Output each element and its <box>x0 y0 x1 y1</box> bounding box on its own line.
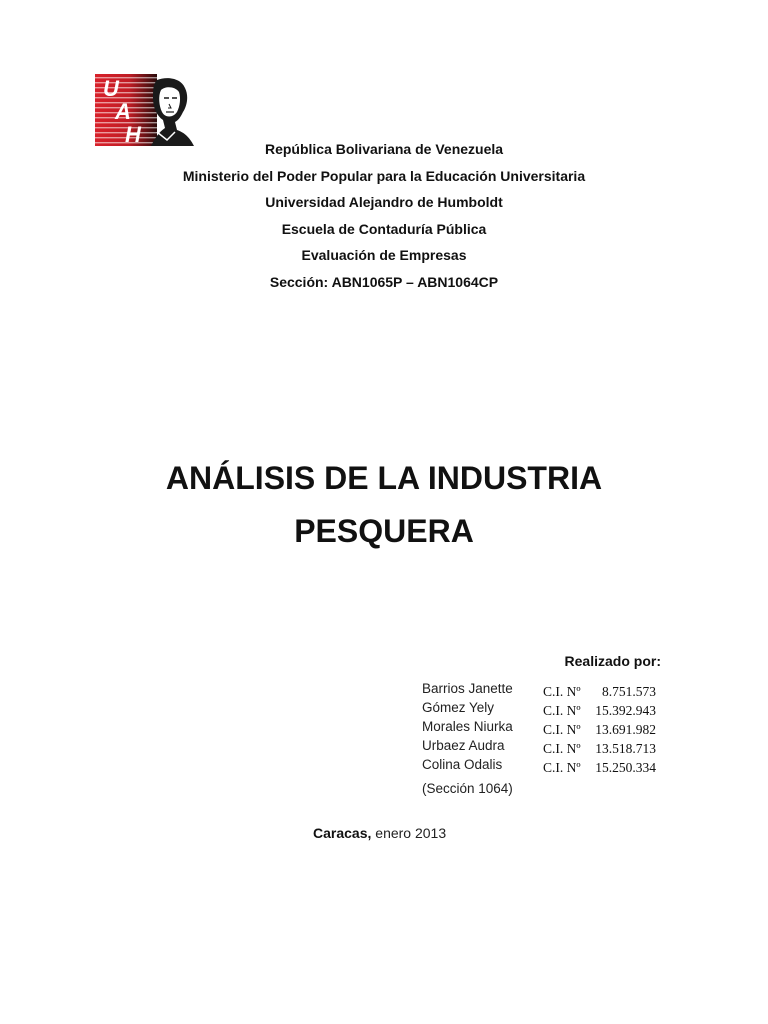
date-label: enero 2013 <box>375 825 447 841</box>
author-row <box>422 757 662 776</box>
ci-label: C.I. Nº <box>543 741 581 756</box>
author-row <box>422 681 662 700</box>
author-name: Colina Odalis <box>422 757 503 772</box>
ci-number: 15.392.943 <box>595 703 656 718</box>
author-name: Morales Niurka <box>422 719 513 734</box>
title-line-2: PESQUERA <box>294 513 474 549</box>
section-line: Sección: ABN1065P – ABN1064CP <box>269 273 499 290</box>
ci-label: C.I. Nº <box>543 684 581 699</box>
university-line: Universidad Alejandro de Humboldt <box>265 194 503 211</box>
ci-label: C.I. Nº <box>543 760 581 775</box>
ci-number: 8.751.573 <box>602 684 656 699</box>
institution-header <box>0 136 768 296</box>
ci-label: C.I. Nº <box>543 703 581 718</box>
author-name: Urbaez Audra <box>422 738 505 753</box>
title-line-1: ANÁLISIS DE LA INDUSTRIA <box>165 460 603 496</box>
ministry-line: Ministerio del Poder Popular para la Educación Universitaria <box>182 167 586 184</box>
ci-number: 13.518.713 <box>595 741 656 756</box>
document-title <box>0 452 768 558</box>
course-line: Evaluación de Empresas <box>301 247 467 264</box>
author-row <box>422 700 662 719</box>
author-row <box>422 738 662 757</box>
svg-text:H: H <box>125 122 141 146</box>
city-label: Caracas, <box>313 825 372 841</box>
ci-label: C.I. Nº <box>543 722 581 737</box>
svg-text:A: A <box>115 99 131 124</box>
authors-list <box>422 681 662 776</box>
author-row <box>422 719 662 738</box>
author-name: Barrios Janette <box>422 681 513 696</box>
ci-number: 15.250.334 <box>595 760 656 775</box>
section-note: (Sección 1064) <box>422 781 513 796</box>
svg-text:U: U <box>103 76 119 101</box>
made-by-label: Realizado por: <box>564 653 661 669</box>
country-line: República Bolivariana de Venezuela <box>264 141 504 157</box>
place-date <box>313 825 446 841</box>
ci-number: 13.691.982 <box>595 722 656 737</box>
author-name: Gómez Yely <box>422 700 495 715</box>
school-line: Escuela de Contaduría Pública <box>281 220 487 237</box>
